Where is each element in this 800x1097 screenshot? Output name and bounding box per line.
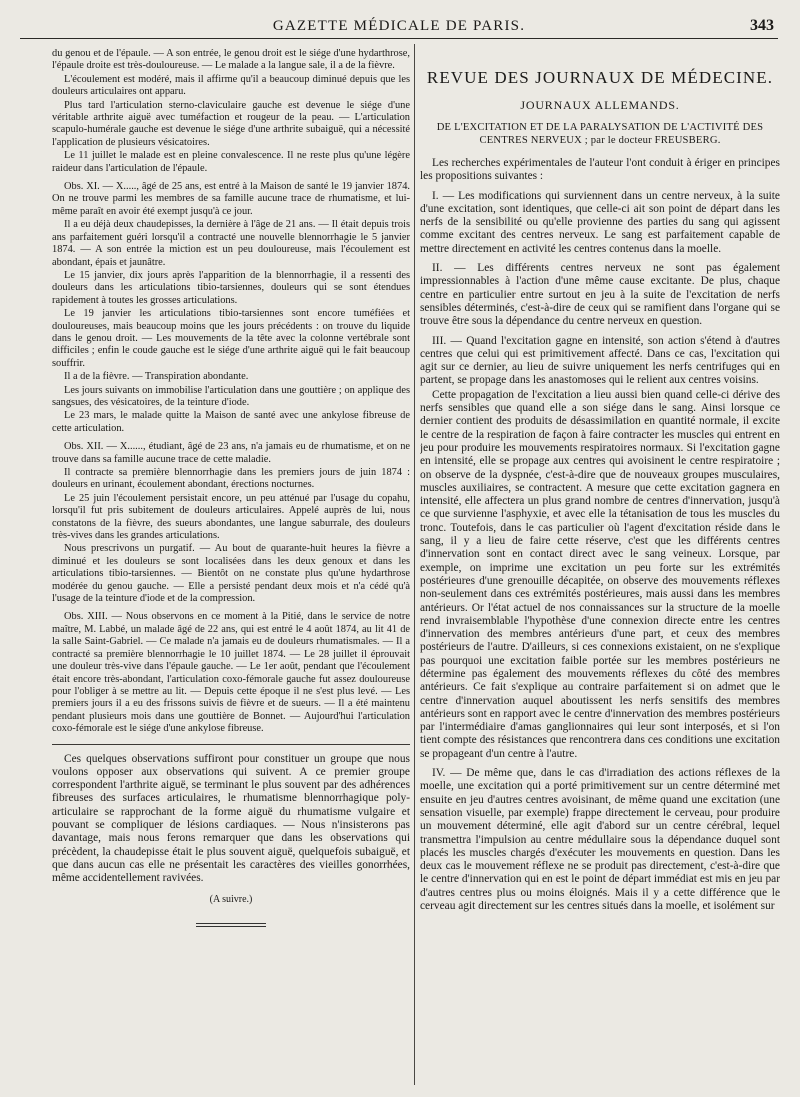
observation-xii: Obs. XII. — X......, étudiant, âgé de 23 ans, n'a jamais eu de rhumatisme, et on ne trouve dans sa famille aucune trace de cette maladie. — [52, 441, 410, 465]
paragraph: Le 15 janvier, dix jours après l'apparition de la blennorrhagie, il a ressenti des douleurs dans les articulations tibio-tarsiennes, douleurs qui se sont étendues rapidement à toutes les grosses articulations. — [52, 269, 410, 306]
paragraph: Le 11 juillet le malade est en pleine convalescence. Il ne reste plus qu'une légère raideur dans l'articulation de l'épaule. — [52, 150, 410, 174]
paragraph: Le 25 juin l'écoulement persistait encore, un peu atténué par l'usage du copahu, lorsqu'il fut pris subitement de douleurs articulaires. Appelé auprès de lui, nous constatons de la fièvre, des sueurs abondantes, une langue saburrale, des douleurs très-vives dans les grandes articulations. — [52, 492, 410, 542]
observation-xiii: Obs. XIII. — Nous observons en ce moment à la Pitié, dans le service de notre maître, M. Labbé, un malade âgé de 22 ans, qui est entré le 4 août 1874, au lit 41 de la salle Saint-Gabriel. — Ce malade n'a jamais eu de douleurs rhumatismales. — Il a contracté sa première blennorrhagie le 10 juillet 1874. — Le 28 juillet il éprouvait une douleur très-vive dans l'épaule gauche. — Le 1er août, pendant que l'écoulement était encore très-abondant, l'articulation coxo-fémorale gauche fut assez douloureuse pour l'obliger à se mettre au lit. — Depuis cette époque il ne s'est plus levé. — Les premiers jours il a eu des frissons suivis de fièvre et de sueurs. — Il a été maintenu pendant plusieurs mois dans une gouttière de Bonnet. — Aujourd'hui l'articulation coxo-fémorale est le siége d'une ankylose fibreuse. — [52, 611, 410, 735]
paragraph: Le 19 janvier les articulations tibio-tarsiennes sont encore tuméfiées et douloureuses, mais beaucoup moins que les jours précédents : on trouve du liquide dans le genou droit. — Les mouvements de la tête avec la colonne vertébrale sont difficiles ; enfin le coude gauche est le siége d'une arthrite aiguë qui le fait beaucoup souffrir. — [52, 308, 410, 369]
paragraph: Il a de la fièvre. — Transpiration abondante. — [64, 371, 249, 383]
section-rule — [52, 744, 410, 745]
paragraph: Les jours suivants on immobilise l'articulation dans une gouttière ; on applique des sangsues, des vésicatoires, de la teinture d'iode. — [52, 384, 410, 408]
paragraph: L'écoulement est modéré, mais il affirme qu'il a beaucoup diminué depuis que les douleurs articulaires ont apparu. — [52, 73, 410, 98]
observation-xi: Obs. XI. — X....., âgé de 25 ans, est entré à la Maison de santé le 19 janvier 1874. On ne trouve parmi les membres de sa famille aucune trace de rhumatisme, et lui-même paraît en avoir été exempt jusqu'à ce jour. — [52, 181, 410, 217]
to-be-continued: (A suivre.) — [209, 893, 253, 905]
proposition-iii: III. — Quand l'excitation gagne en intensité, son action s'étend à d'autres centres que celui qui est primitivement affecté. Dans ce cas, l'excitation qui agit sur ce dernier, au lieu de suivre uniquement les nerfs centrifuges qui en partent, se propage dans les anastomoses qui le relient aux centres voisins. — [420, 334, 780, 387]
page-number: 343 — [750, 17, 774, 34]
right-column — [420, 48, 780, 1083]
column-divider — [414, 44, 415, 1085]
end-rule — [196, 926, 266, 927]
conclusion-paragraph: Ces quelques observations suffiront pour constituer un groupe que nous voulons opposer aux observations qui suivent. A ce premier groupe correspondent l'arthrite aiguë, se terminant le plus souvent par des adhérences fibreuses des surfaces articulaires, le rhumatisme blennorrhagique poly-articulaire se rapprochant de la forme aiguë du rhumatisme vulgaire et pouvant se compliquer de lésions cardiaques. — Nous n'insisterons pas davantage, mais nous ferons remarquer que dans les observations qui précèdent, la chaudepisse était le plus souvent aiguë, quelquefois subaiguë, et que dans aucun cas elle ne présentait les caractères des vieilles gonorrhées, même accidentellement ravivées. — [52, 752, 410, 885]
paragraph: Plus tard l'articulation sterno-claviculaire gauche est devenue le siége d'une véritable arthrite aiguë avec tuméfaction et rougeur de la peau. — L'articulation scapulo-humérale gauche est devenue le siége d'une arthrite subaiguë, qui a nécessité l'application de plusieurs vésicatoires. — [52, 99, 410, 148]
paragraph: du genou et de l'épaule. — A son entrée, le genou droit est le siége d'une hydarthrose, l'épaule droite est très-douloureuse. — Le malade a la langue sale, il a de la fièvre. — [52, 48, 410, 72]
journal-title: GAZETTE MÉDICALE DE PARIS. — [272, 18, 526, 34]
paragraph: Il a eu déjà deux chaudepisses, la dernière à l'âge de 21 ans. — Il était depuis trois ans parfaitement guéri lorsqu'il a contracté une nouvelle blennorrhagie le 5 janvier 1874. — A son entrée la miction est un peu douloureuse, mais l'écoulement est abondant, épais et jaunâtre. — [52, 219, 410, 268]
left-column — [52, 48, 410, 1083]
paragraph: Le 23 mars, le malade quitte la Maison de santé avec une ankylose fibreuse de cette articulation. — [52, 410, 410, 434]
page-header — [20, 8, 778, 39]
proposition-ii: II. — Les différents centres nerveux ne sont pas également impressionnables à l'action d'une même cause excitante. De plus, chaque centre en particulier entre surtout en jeu à la suite de l'excitation de nerfs sensibles déterminés, c'est-à-dire de ceux qui se ramifient dans l'organe qui se trouve être sous la dépendance du centre nerveux en question. — [420, 262, 780, 328]
paragraph: Cette propagation de l'excitation a lieu aussi bien quand celle-ci dérive des nerfs sensibles que quand elle a son siége dans le sang. Ainsi lorsque ce dernier contient des produits de désassimilation en quantité normale, il excite le centre de la respiration de façon à faire contracter les muscles qui entrent en jeu pour produire les mouvements respiratoires normaux. Si l'excitation gagne en intensité, elle se propage aux centres qui avoisinent le centre respiratoire ; on observe de la dyspnée, c'est-à-dire que de nouveaux groupes musculaires, muscles auxiliaires, se contractent. A mesure que cette excitation gagnera en intensité, elle affectera un plus grand nombre de centres d'innervation, jusqu'à ce que survienne l'asphyxie, et avec elle la tétanisation de tous les muscles du tronc. Toutefois, dans le cas particulier où l'agent d'excitation réside dans le sang, il y a lieu de faire cette réserve, c'est que les différents centres d'innervation sont en contact direct avec le sang veineux. Lorsque, par exemple, on imprime une excitation un peu forte sur les extrémités postérieures d'une grenouille décapitée, on observe des mouvements réflexes non-seulement dans ces extrémités postérieures, mais aussi dans les membres antérieurs. Or l'état actuel de nos connaissances sur la structure de la moelle rend invraisemblable l'hypothèse d'une connexion directe entre les centres d'innervation des membres antérieurs d'une part, et ceux des membres postérieurs de l'autre. D'ailleurs, si ces connexions existaient, on ne s'explique pas pourquoi une excitation faible portée sur les membres postérieurs ne détermine pas également des mouvements réflexes du côté des membres antérieurs. Ce fait s'explique au contraire parfaitement si on admet que le centre d'innervation auquel aboutissent les nerfs sensitifs des membres antérieurs sont en rapport avec le centre d'innervation des membres postérieurs par l'intermédiaire d'amas ganglionnaires qui leur sont interposés, et si l'on tient compte des résistances que rencontrera dans ces conditions une excitation se propageant d'un centre à l'autre. — [420, 388, 780, 760]
proposition-iv: IV. — De même que, dans le cas d'irradiation des actions réflexes de la moelle, une excitation qui a porté primitivement sur un centre déterminé met ensuite en jeu d'autres centres avoisinant, de même quand une excitation (une sensation visuelle, par exemple) frappe directement le cerveau, pour produire un mouvement déterminé, elle agit d'abord sur un centre cérébral, lequel transmettra l'impulsion au centre médullaire sous la dépendance duquel sont placés les muscles chargés d'exécuter les mouvements en question. Dans les deux cas le mouvement réflexe ne se produit pas directement, c'est-à-dire que le centre d'innervation qui en est le point de départ immédiat est mis en jeu par d'autres centres plus ou moins éloignés. Mais il y a cette différence que le cerveau agit directement sur les centres situés dans la moelle, et isolément sur — [420, 767, 780, 913]
end-rule — [196, 923, 266, 924]
paragraph: Il contracte sa première blennorrhagie dans les premiers jours de juin 1874 : douleurs en urinant, écoulement abondant, érections nocturnes. — [52, 467, 410, 491]
paragraph: Nous prescrivons un purgatif. — Au bout de quarante-huit heures la fièvre a diminué et les douleurs se sont localisées dans les deux genoux et dans les articulations tibio-tarsiennes. — Bientôt on ne constate plus qu'une hydarthrose modérée du genou gauche. — Elle a persisté pendant deux mois et n'a cédé qu'à l'usage de la teinture d'iode et de la compression. — [52, 543, 410, 605]
article-title: DE L'EXCITATION ET DE LA PARALYSATION DE L'ACTIVITÉ DES CENTRES NERVEUX ; par le docteur FREUSBERG. — [436, 122, 764, 146]
proposition-i: I. — Les modifications qui surviennent dans un centre nerveux, à la suite d'une excitation, sont identiques, que celle-ci ait son point de départ dans les nerfs de la sensibilité ou qu'elle provienne des parties du sang qui agissent comme excitant des centres nerveux. Le sang est parfaitement capable de mettre directement en activité les centres contenus dans la moelle. — [420, 189, 780, 255]
section-title: REVUE DES JOURNAUX DE MÉDECINE. — [426, 68, 774, 87]
paragraph: Les recherches expérimentales de l'auteur l'ont conduit à ériger en principes les propositions suivantes : — [420, 157, 780, 183]
section-subtitle: JOURNAUX ALLEMANDS. — [520, 98, 680, 112]
